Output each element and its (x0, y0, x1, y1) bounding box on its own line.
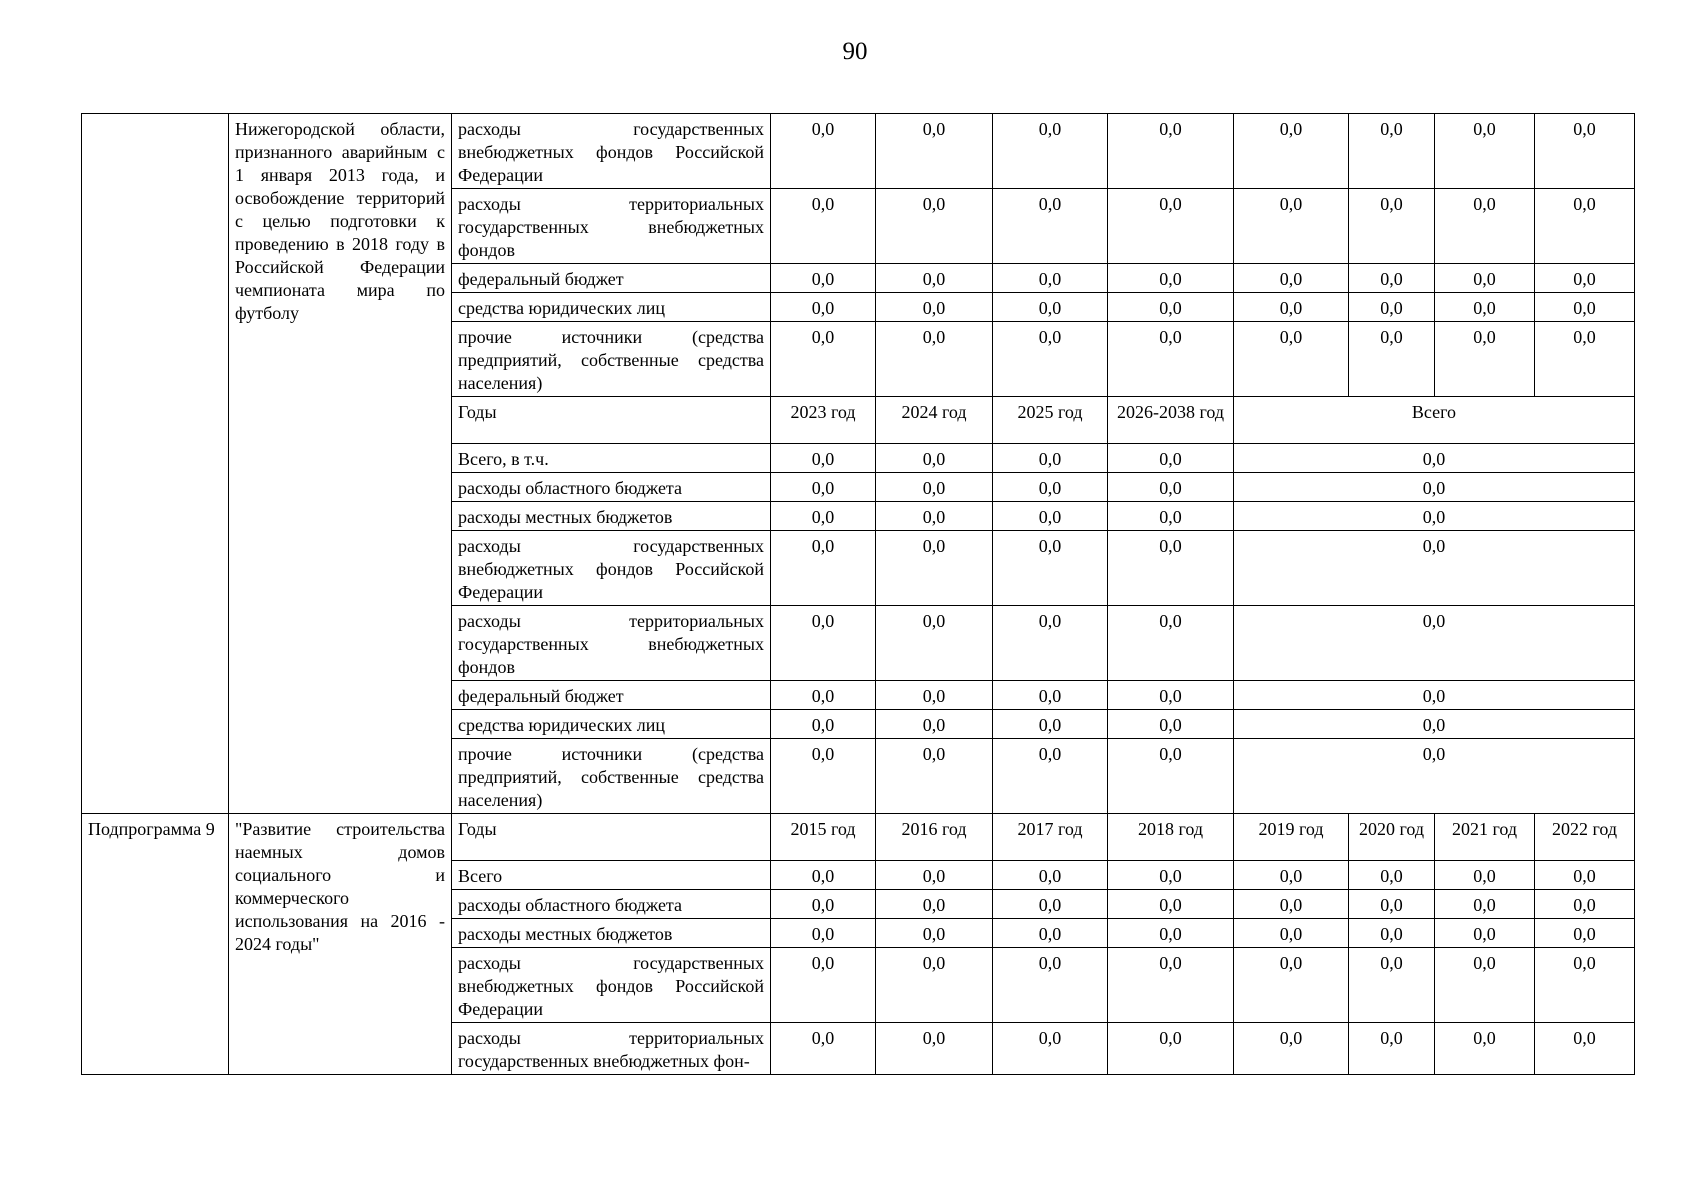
value-cell: 0,0 (1108, 606, 1234, 681)
value-cell: 0,0 (993, 710, 1108, 739)
value-cell: 0,0 (876, 189, 993, 264)
value-cell: 0,0 (1535, 1023, 1635, 1075)
value-cell: 0,0 (876, 502, 993, 531)
value-cell: 0,0 (876, 681, 993, 710)
value-cell: 0,0 (771, 114, 876, 189)
value-cell: 0,0 (876, 890, 993, 919)
value-cell: 0,0 (993, 264, 1108, 293)
total-header-cell: Всего (1234, 397, 1635, 444)
value-cell: 0,0 (1535, 114, 1635, 189)
value-cell: 0,0 (1435, 264, 1535, 293)
funding-source-cell: федеральный бюджет (452, 264, 771, 293)
years-label-cell: Годы (452, 397, 771, 444)
value-cell: 0,0 (993, 681, 1108, 710)
value-cell: 0,0 (1435, 189, 1535, 264)
funding-source-cell: прочие источники (средства предприятий, собственные средства населения) (452, 322, 771, 397)
value-cell: 0,0 (1435, 919, 1535, 948)
total-value-cell: 0,0 (1234, 739, 1635, 814)
value-cell: 0,0 (993, 1023, 1108, 1075)
value-cell: 0,0 (771, 861, 876, 890)
year-header-cell: 2018 год (1108, 814, 1234, 861)
value-cell: 0,0 (1108, 322, 1234, 397)
funding-source-cell: расходы территориальных государственных внебюджетных фондов (452, 189, 771, 264)
program-name-cell: "Развитие строительства наемных домов социального и коммерческого использования на 2016 - 2024 годы" (229, 814, 452, 1075)
value-cell: 0,0 (993, 473, 1108, 502)
value-cell: 0,0 (1108, 114, 1234, 189)
value-cell: 0,0 (993, 114, 1108, 189)
funding-source-cell: Всего (452, 861, 771, 890)
total-value-cell: 0,0 (1234, 606, 1635, 681)
value-cell: 0,0 (1535, 861, 1635, 890)
value-cell: 0,0 (1234, 1023, 1349, 1075)
value-cell: 0,0 (1108, 189, 1234, 264)
value-cell: 0,0 (1234, 322, 1349, 397)
value-cell: 0,0 (1108, 919, 1234, 948)
value-cell: 0,0 (1108, 710, 1234, 739)
years-label-cell: Годы (452, 814, 771, 861)
value-cell: 0,0 (876, 473, 993, 502)
value-cell: 0,0 (1349, 919, 1435, 948)
value-cell: 0,0 (1435, 861, 1535, 890)
funding-source-cell: расходы местных бюджетов (452, 502, 771, 531)
value-cell: 0,0 (771, 473, 876, 502)
year-header-cell: 2016 год (876, 814, 993, 861)
value-cell: 0,0 (876, 1023, 993, 1075)
value-cell: 0,0 (1234, 861, 1349, 890)
funding-source-cell: расходы государственных внебюджетных фондов Российской Федерации (452, 531, 771, 606)
value-cell: 0,0 (1349, 890, 1435, 919)
value-cell: 0,0 (876, 739, 993, 814)
program-label-cell: Подпрограмма 9 (82, 814, 229, 1075)
value-cell: 0,0 (771, 681, 876, 710)
funding-source-cell: прочие источники (средства предприятий, собственные средства населения) (452, 739, 771, 814)
value-cell: 0,0 (771, 502, 876, 531)
value-cell: 0,0 (771, 739, 876, 814)
value-cell: 0,0 (1108, 681, 1234, 710)
year-header-cell: 2025 год (993, 397, 1108, 444)
value-cell: 0,0 (1108, 264, 1234, 293)
funding-source-cell: Всего, в т.ч. (452, 444, 771, 473)
total-value-cell: 0,0 (1234, 444, 1635, 473)
value-cell: 0,0 (1535, 948, 1635, 1023)
value-cell: 0,0 (771, 606, 876, 681)
value-cell: 0,0 (771, 919, 876, 948)
value-cell: 0,0 (993, 606, 1108, 681)
value-cell: 0,0 (993, 502, 1108, 531)
value-cell: 0,0 (1535, 189, 1635, 264)
year-header-cell: 2020 год (1349, 814, 1435, 861)
value-cell: 0,0 (876, 919, 993, 948)
value-cell: 0,0 (1108, 1023, 1234, 1075)
financing-table (81, 113, 1635, 1075)
value-cell: 0,0 (1234, 919, 1349, 948)
value-cell: 0,0 (876, 293, 993, 322)
value-cell: 0,0 (1435, 322, 1535, 397)
page-number: 90 (842, 38, 868, 65)
value-cell: 0,0 (1535, 890, 1635, 919)
year-header-cell: 2024 год (876, 397, 993, 444)
total-value-cell: 0,0 (1234, 531, 1635, 606)
value-cell: 0,0 (1349, 293, 1435, 322)
funding-source-cell: средства юридических лиц (452, 710, 771, 739)
value-cell: 0,0 (1435, 948, 1535, 1023)
total-value-cell: 0,0 (1234, 710, 1635, 739)
value-cell: 0,0 (771, 1023, 876, 1075)
value-cell: 0,0 (993, 531, 1108, 606)
value-cell: 0,0 (1108, 739, 1234, 814)
value-cell: 0,0 (771, 293, 876, 322)
funding-source-cell: расходы областного бюджета (452, 890, 771, 919)
year-header-cell: 2019 год (1234, 814, 1349, 861)
value-cell: 0,0 (771, 189, 876, 264)
value-cell: 0,0 (771, 444, 876, 473)
value-cell: 0,0 (771, 948, 876, 1023)
value-cell: 0,0 (1108, 861, 1234, 890)
value-cell: 0,0 (876, 114, 993, 189)
value-cell: 0,0 (876, 322, 993, 397)
year-header-cell: 2026-2038 год (1108, 397, 1234, 444)
value-cell: 0,0 (771, 322, 876, 397)
value-cell: 0,0 (993, 293, 1108, 322)
program-label-cell (82, 114, 229, 814)
year-header-cell: 2022 год (1535, 814, 1635, 861)
total-value-cell: 0,0 (1234, 473, 1635, 502)
year-header-cell: 2017 год (993, 814, 1108, 861)
funding-source-cell: расходы местных бюджетов (452, 919, 771, 948)
value-cell: 0,0 (1349, 264, 1435, 293)
funding-source-cell: расходы территориальных государственных внебюджетных фон- (452, 1023, 771, 1075)
value-cell: 0,0 (771, 890, 876, 919)
value-cell: 0,0 (876, 861, 993, 890)
value-cell: 0,0 (1234, 114, 1349, 189)
value-cell: 0,0 (1435, 890, 1535, 919)
value-cell: 0,0 (1349, 114, 1435, 189)
value-cell: 0,0 (876, 948, 993, 1023)
value-cell: 0,0 (1349, 948, 1435, 1023)
funding-source-cell: расходы территориальных государственных внебюджетных фондов (452, 606, 771, 681)
value-cell: 0,0 (1535, 264, 1635, 293)
funding-source-cell: расходы государственных внебюджетных фондов Российской Федерации (452, 114, 771, 189)
value-cell: 0,0 (1535, 919, 1635, 948)
value-cell: 0,0 (993, 322, 1108, 397)
value-cell: 0,0 (1108, 473, 1234, 502)
value-cell: 0,0 (993, 444, 1108, 473)
value-cell: 0,0 (993, 861, 1108, 890)
year-header-cell: 2023 год (771, 397, 876, 444)
value-cell: 0,0 (876, 710, 993, 739)
funding-source-cell: средства юридических лиц (452, 293, 771, 322)
value-cell: 0,0 (1108, 293, 1234, 322)
value-cell: 0,0 (1108, 531, 1234, 606)
value-cell: 0,0 (1349, 1023, 1435, 1075)
total-value-cell: 0,0 (1234, 502, 1635, 531)
funding-source-cell: расходы областного бюджета (452, 473, 771, 502)
value-cell: 0,0 (1108, 948, 1234, 1023)
value-cell: 0,0 (993, 890, 1108, 919)
value-cell: 0,0 (1435, 114, 1535, 189)
table-row (82, 814, 1635, 861)
total-value-cell: 0,0 (1234, 681, 1635, 710)
value-cell: 0,0 (1108, 890, 1234, 919)
funding-source-cell: федеральный бюджет (452, 681, 771, 710)
value-cell: 0,0 (1234, 264, 1349, 293)
value-cell: 0,0 (1435, 293, 1535, 322)
year-header-cell: 2021 год (1435, 814, 1535, 861)
value-cell: 0,0 (1435, 1023, 1535, 1075)
value-cell: 0,0 (1108, 444, 1234, 473)
value-cell: 0,0 (993, 948, 1108, 1023)
value-cell: 0,0 (1535, 322, 1635, 397)
value-cell: 0,0 (876, 264, 993, 293)
value-cell: 0,0 (1349, 322, 1435, 397)
funding-source-cell: расходы государственных внебюджетных фондов Российской Федерации (452, 948, 771, 1023)
value-cell: 0,0 (1535, 293, 1635, 322)
value-cell: 0,0 (876, 531, 993, 606)
year-header-cell: 2015 год (771, 814, 876, 861)
value-cell: 0,0 (1349, 189, 1435, 264)
value-cell: 0,0 (1234, 890, 1349, 919)
value-cell: 0,0 (876, 606, 993, 681)
value-cell: 0,0 (1349, 861, 1435, 890)
value-cell: 0,0 (993, 739, 1108, 814)
table-row (82, 114, 1635, 189)
value-cell: 0,0 (1108, 502, 1234, 531)
value-cell: 0,0 (1234, 189, 1349, 264)
program-name-cell: Нижегородской области, признанного аварийным с 1 января 2013 года, и освобождение территорий с целью подготовки к проведению в 2018 году в Российской Федерации чемпионата мира по футболу (229, 114, 452, 814)
value-cell: 0,0 (993, 189, 1108, 264)
value-cell: 0,0 (993, 919, 1108, 948)
value-cell: 0,0 (771, 264, 876, 293)
value-cell: 0,0 (771, 710, 876, 739)
value-cell: 0,0 (771, 531, 876, 606)
value-cell: 0,0 (1234, 293, 1349, 322)
value-cell: 0,0 (876, 444, 993, 473)
value-cell: 0,0 (1234, 948, 1349, 1023)
